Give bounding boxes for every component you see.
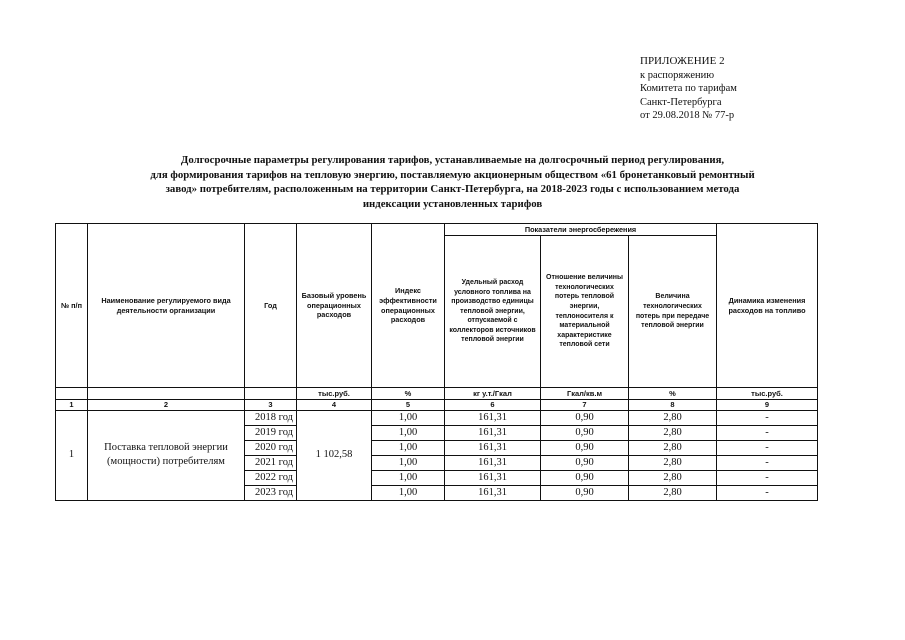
appendix-title: ПРИЛОЖЕНИЕ 2 <box>640 55 725 67</box>
title-line: завод» потребителям, расположенным на территории Санкт-Петербурга, на 2018-2023 годы с использованием метода <box>165 183 740 195</box>
fuel-dynamics-value: - <box>717 485 818 500</box>
loss-ratio-value: 0,90 <box>541 440 629 455</box>
efficiency-index-value: 1,00 <box>372 410 445 425</box>
unit-loss-value: % <box>629 388 717 400</box>
column-number: 5 <box>372 400 445 411</box>
organization-activity: Поставка тепловой энергии (мощности) потребителям <box>88 410 245 500</box>
title-line: Долгосрочные параметры регулирования тарифов, устанавливаемые на долгосрочный период регулирования, <box>180 154 725 166</box>
column-number: 2 <box>88 400 245 411</box>
loss-value: 2,80 <box>629 425 717 440</box>
header-loss-ratio: Отношение величины технологических потерь тепловой энергии, теплоносителя к материальной характеристике тепловой сети <box>541 236 629 388</box>
appendix-block <box>640 55 737 123</box>
row-number: 1 <box>56 410 88 500</box>
loss-ratio-value: 0,90 <box>541 470 629 485</box>
header-energy-saving-group: Показатели энергосбережения <box>445 224 717 236</box>
fuel-consumption-value: 161,31 <box>445 425 541 440</box>
title-line: для формирования тарифов на тепловую энергию, поставляемую акционерным обществом «61 бронетанковый ремонтный <box>150 168 755 181</box>
column-number: 8 <box>629 400 717 411</box>
fuel-dynamics-value: - <box>717 440 818 455</box>
efficiency-index-value: 1,00 <box>372 425 445 440</box>
unit-loss-ratio: Гкал/кв.м <box>541 388 629 400</box>
unit-fuel: кг у.т./Гкал <box>445 388 541 400</box>
fuel-dynamics-value: - <box>717 470 818 485</box>
loss-value: 2,80 <box>629 455 717 470</box>
unit-base: тыс.руб. <box>297 388 372 400</box>
column-number: 7 <box>541 400 629 411</box>
header-loss-value: Величина технологических потерь при передаче тепловой энергии <box>629 236 717 388</box>
header-num: № п/п <box>56 224 88 388</box>
fuel-consumption-value: 161,31 <box>445 485 541 500</box>
year-cell: 2021 год <box>245 455 297 470</box>
loss-ratio-value: 0,90 <box>541 425 629 440</box>
loss-ratio-value: 0,90 <box>541 410 629 425</box>
efficiency-index-value: 1,00 <box>372 440 445 455</box>
column-number: 6 <box>445 400 541 411</box>
header-efficiency-index: Индекс эффективности операционных расходов <box>372 224 445 388</box>
column-number: 9 <box>717 400 818 411</box>
year-cell: 2019 год <box>245 425 297 440</box>
fuel-dynamics-value: - <box>717 455 818 470</box>
loss-value: 2,80 <box>629 410 717 425</box>
parameters-table <box>55 223 818 501</box>
base-level-value: 1 102,58 <box>297 410 372 500</box>
year-cell: 2022 год <box>245 470 297 485</box>
header-base-level: Базовый уровень операционных расходов <box>297 224 372 388</box>
efficiency-index-value: 1,00 <box>372 485 445 500</box>
header-year: Год <box>245 224 297 388</box>
header-fuel-consumption: Удельный расход условного топлива на производство единицы тепловой энергии, отпускаемой с коллекторов источников тепловой энергии <box>445 236 541 388</box>
document-title <box>60 153 845 211</box>
year-cell: 2023 год <box>245 485 297 500</box>
header-name: Наименование регулируемого вида деятельности организации <box>88 224 245 388</box>
appendix-date: от 29.08.2018 № 77-р <box>640 110 735 121</box>
efficiency-index-value: 1,00 <box>372 470 445 485</box>
year-cell: 2020 год <box>245 440 297 455</box>
unit-index: % <box>372 388 445 400</box>
fuel-dynamics-value: - <box>717 425 818 440</box>
appendix-line: к распоряжению <box>640 69 715 81</box>
title-line: индексации установленных тарифов <box>362 197 543 210</box>
loss-ratio-value: 0,90 <box>541 455 629 470</box>
loss-value: 2,80 <box>629 440 717 455</box>
appendix-line: Санкт-Петербурга <box>640 96 722 108</box>
loss-ratio-value: 0,90 <box>541 485 629 500</box>
fuel-dynamics-value: - <box>717 410 818 425</box>
table-row <box>56 410 818 425</box>
appendix-line: Комитета по тарифам <box>640 83 737 94</box>
header-fuel-dynamics: Динамика изменения расходов на топливо <box>717 224 818 388</box>
loss-value: 2,80 <box>629 485 717 500</box>
fuel-consumption-value: 161,31 <box>445 470 541 485</box>
column-number: 3 <box>245 400 297 411</box>
fuel-consumption-value: 161,31 <box>445 440 541 455</box>
fuel-consumption-value: 161,31 <box>445 455 541 470</box>
column-number: 4 <box>297 400 372 411</box>
year-cell: 2018 год <box>245 410 297 425</box>
column-number: 1 <box>56 400 88 411</box>
efficiency-index-value: 1,00 <box>372 455 445 470</box>
unit-dynamics: тыс.руб. <box>717 388 818 400</box>
loss-value: 2,80 <box>629 470 717 485</box>
fuel-consumption-value: 161,31 <box>445 410 541 425</box>
